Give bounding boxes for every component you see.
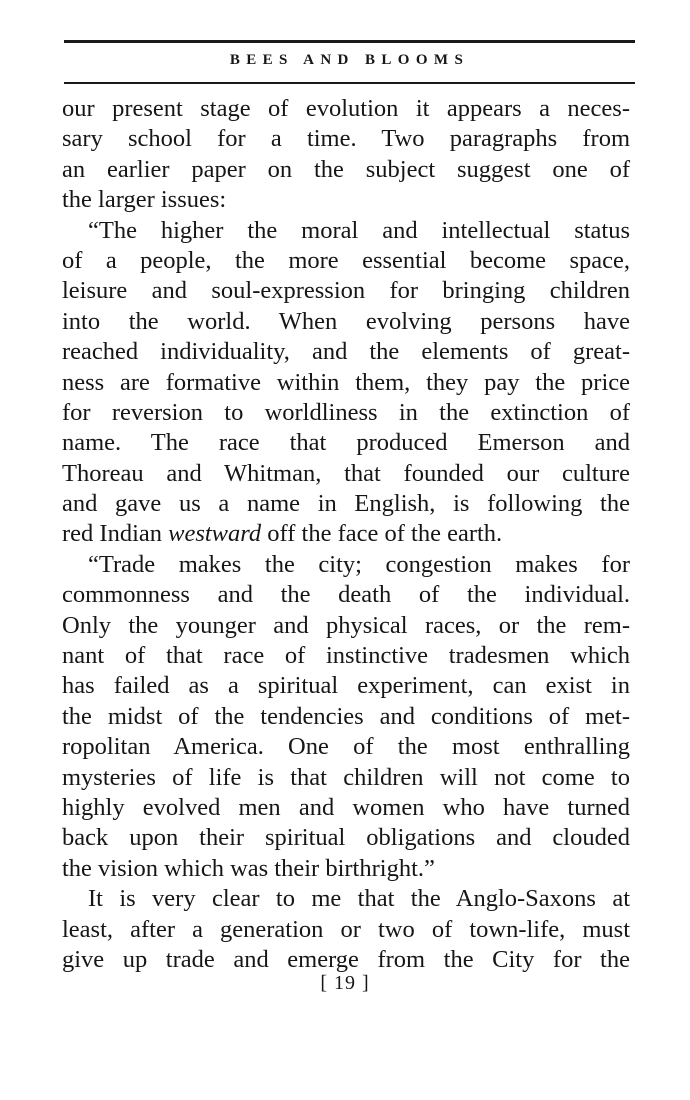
text-line: has failed as a spiritual experiment, can exist in	[62, 672, 630, 700]
text-line: our present stage of evolution it appears a neces-	[62, 95, 630, 122]
text-line: for reversion to worldliness in the extinction of	[62, 398, 630, 426]
text-line: and gave us a name in English, is following the	[62, 490, 630, 518]
text-line: least, after a generation or two of town-life, must	[62, 915, 630, 943]
text-line: back upon their spiritual obligations and clouded	[62, 824, 630, 852]
text-line: an earlier paper on the subject suggest one of	[62, 155, 630, 183]
running-head: BEES AND BLOOMS	[229, 52, 470, 68]
text-line: “The higher the moral and intellectual status	[88, 216, 630, 244]
text-line: the larger issues:	[62, 186, 227, 214]
text-line-with-italic	[62, 519, 630, 549]
text-line: the midst of the tendencies and conditions of met-	[62, 702, 630, 730]
text-line: leisure and soul-expression for bringing children	[62, 277, 630, 305]
text-line: give up trade and emerge from the City for the	[62, 945, 630, 973]
text-line: ness are formative within them, they pay the price	[62, 368, 630, 396]
italic-word: westward	[168, 520, 262, 548]
body-text	[62, 94, 630, 975]
text-line: It is very clear to me that the Anglo-Saxons at	[88, 885, 630, 913]
text-line: Only the younger and physical races, or the rem-	[62, 611, 630, 639]
text-line: highly evolved men and women who have turned	[62, 793, 630, 821]
text-line: reached individuality, and the elements of great-	[62, 338, 630, 366]
text-line: Thoreau and Whitman, that founded our culture	[62, 459, 630, 487]
text-line: sary school for a time. Two paragraphs from	[62, 125, 630, 153]
text-line: mysteries of life is that children will not come to	[62, 763, 630, 791]
page-number: [ 19 ]	[320, 972, 370, 994]
text-line: of a people, the more essential become space,	[62, 246, 630, 274]
text-line: nant of that race of instinctive tradesmen which	[62, 642, 630, 670]
text-line: into the world. When evolving persons have	[62, 307, 630, 335]
text-line: “Trade makes the city; congestion makes for	[88, 550, 630, 578]
text-segment: off the face of the earth.	[261, 520, 503, 548]
text-segment: red Indian	[62, 520, 169, 548]
header-rule-bottom	[64, 82, 635, 84]
text-line: commonness and the death of the individual.	[62, 581, 630, 609]
text-line: the vision which was their birthright.”	[62, 854, 435, 882]
text-line: name. The race that produced Emerson and	[62, 429, 630, 457]
header-rule-top	[64, 40, 635, 43]
text-line: ropolitan America. One of the most enthralling	[62, 733, 630, 761]
